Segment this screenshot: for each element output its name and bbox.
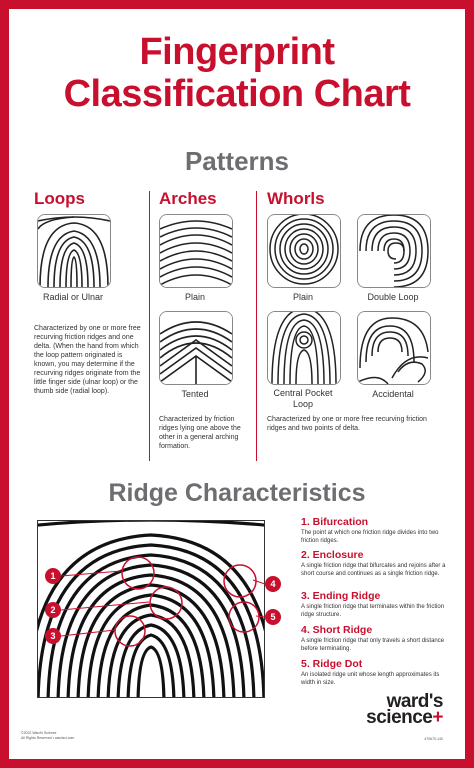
logo-line-1: ward's: [386, 691, 443, 712]
arches-title: Arches: [159, 189, 217, 208]
marker-1: 1: [45, 568, 61, 584]
copyright: [21, 731, 74, 740]
enclosure-title: 2. Enclosure: [301, 549, 364, 561]
logo-line-2: science: [366, 707, 433, 728]
ridge-dot-title: 5. Ridge Dot: [301, 658, 363, 670]
copyright-line-1: ©2022 Ward's Science: [21, 731, 57, 735]
arches-description: Characterized by friction ridges lying one above the other in a general arching formation.: [159, 416, 241, 450]
loops-title: Loops: [34, 189, 85, 208]
title-line-2: Classification Chart: [63, 73, 411, 115]
patterns-heading: Patterns: [184, 146, 290, 176]
accidental-label: Accidental: [372, 389, 414, 399]
short-ridge-title: 4. Short Ridge: [301, 624, 373, 636]
marker-3: 3: [45, 628, 61, 644]
whorls-description: Characterized by one or more free recurving friction ridges and two points of delta.: [267, 416, 427, 432]
ridge-characteristics-heading: Ridge Characteristics: [108, 479, 366, 507]
copyright-line-2: All Rights Reserved • wardsci.com: [21, 735, 75, 740]
enclosure-description: A single friction ridge that bifurcates and rejoins after a short course and continues as a single friction ridge.: [301, 563, 446, 577]
loops-description: Characterized by one or more free recurving friction ridges and one delta. (When the hand from which the loop pattern originated is known, you may determine if the recurving ridges originate from the little finger side (ulnar loop) or the thumb side (radial loop).: [34, 325, 141, 395]
marker-5: 5: [265, 609, 281, 625]
bifurcation-description: The point at which one friction ridge divides into two friction ridges.: [301, 530, 439, 544]
logo-plus: +: [432, 707, 443, 728]
marker-2: 2: [45, 602, 61, 618]
central-pocket-loop-label: Central Pocket Loop: [273, 388, 333, 409]
poster: [9, 9, 465, 759]
whorls-title: Whorls: [267, 189, 325, 208]
wards-science-logo: [366, 691, 443, 728]
ending-ridge-description: A single friction ridge that terminates within the friction ridge structure.: [301, 604, 445, 618]
tented-arch-label: Tented: [181, 389, 209, 399]
ridge-dot-description: An isolated ridge unit whose length approximates its width in size.: [301, 672, 440, 686]
ending-ridge-title: 3. Ending Ridge: [301, 590, 381, 602]
plain-arch-label: Plain: [184, 292, 205, 302]
short-ridge-description: A single friction ridge that only travels a short distance before terminating.: [301, 638, 445, 652]
product-code: 470670-140: [424, 737, 443, 741]
loop-label: Radial or Ulnar: [42, 292, 104, 302]
title-line-1: Fingerprint: [139, 31, 335, 73]
plain-whorl-label: Plain: [292, 292, 313, 302]
marker-4: 4: [265, 576, 281, 592]
bifurcation-title: 1. Bifurcation: [301, 516, 369, 528]
double-loop-label: Double Loop: [367, 292, 419, 302]
